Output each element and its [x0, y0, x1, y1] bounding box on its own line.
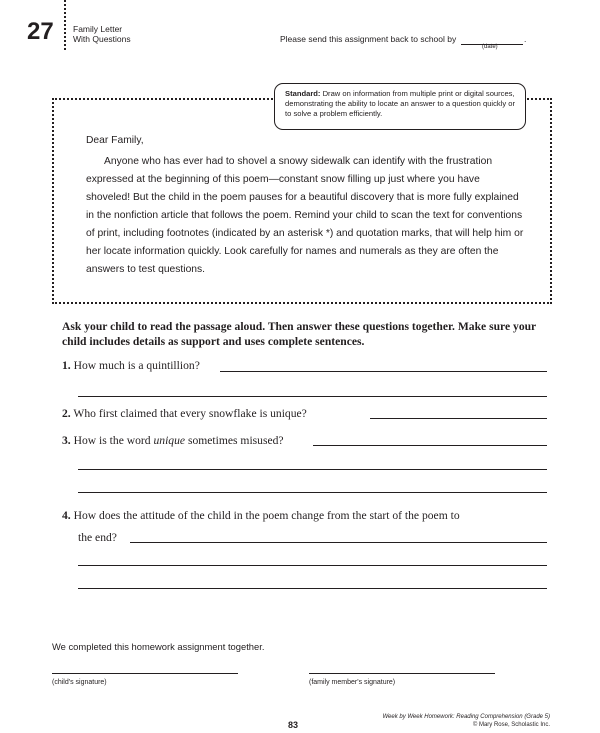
child-signature-line[interactable]: [52, 673, 238, 674]
page-number: 27: [27, 18, 54, 45]
letter-body: Anyone who has ever had to shovel a snowy sidewalk can identify with the frustration expressed at the beginning of this poem—constant snow filling up just where you have shoveled! But the child in the poem pauses for a beautiful discovery that is more fully explained in the nonfiction article that follows the poem. Remind your child to scan the text for conventions of print, including footnotes (indicated by an asterisk *) and quotation marks, that will help him or her locate information quickly. Look carefully for names and numerals as they are often the answers to test questions.: [86, 156, 524, 275]
question-4: [62, 509, 460, 523]
answer-line-1b[interactable]: [78, 396, 547, 397]
answer-line-3a[interactable]: [313, 445, 547, 446]
question-3-text-after: sometimes misused?: [185, 434, 284, 447]
question-3-number: 3.: [62, 434, 71, 447]
answer-line-1a[interactable]: [220, 371, 547, 372]
answer-line-3c[interactable]: [78, 492, 547, 493]
worksheet-title-line1: Family Letter: [73, 24, 123, 34]
answer-line-2[interactable]: [370, 418, 547, 419]
completed-statement: We completed this homework assignment together.: [52, 641, 265, 652]
answer-line-4b[interactable]: [78, 565, 547, 566]
question-3: [62, 434, 284, 448]
answer-line-4a[interactable]: [130, 542, 547, 543]
question-2: [62, 407, 307, 421]
answer-line-4c[interactable]: [78, 588, 547, 589]
page-footer-number: 83: [288, 720, 299, 730]
instructions: Ask your child to read the passage aloud. Then answer these questions together. Make sure your child includes details as support and uses complete sentences.: [62, 320, 536, 348]
question-1: [62, 359, 200, 373]
family-signature-label: (family member's signature): [309, 679, 396, 686]
standard-box: [274, 83, 526, 130]
credit-line-1: Week by Week Homework: Reading Comprehension (Grade 5): [382, 714, 550, 720]
child-signature-label: (child's signature): [52, 679, 107, 686]
standard-text: Draw on information from multiple print or digital sources, demonstrating the ability to locate an answer to a question quickly or to solve a problem efficiently.: [285, 89, 516, 118]
standard-label: Standard:: [285, 89, 321, 98]
question-2-text: Who first claimed that every snowflake is unique?: [73, 407, 307, 420]
header-dotted-divider: [64, 0, 66, 50]
family-signature-line[interactable]: [309, 673, 495, 674]
worksheet-title: [73, 25, 131, 44]
question-4-continued: the end?: [78, 531, 117, 544]
question-4-number: 4.: [62, 509, 71, 522]
answer-line-3b[interactable]: [78, 469, 547, 470]
question-1-number: 1.: [62, 359, 71, 372]
date-label: (date): [482, 44, 498, 50]
send-back-text: Please send this assignment back to school by: [280, 34, 457, 44]
question-2-number: 2.: [62, 407, 71, 420]
question-1-text: How much is a quintillion?: [73, 359, 200, 372]
question-3-italic-word: unique: [153, 434, 186, 447]
letter-greeting: Dear Family,: [86, 135, 144, 146]
credit-line-2: © Mary Rose, Scholastic Inc.: [472, 722, 550, 728]
send-back-period: .: [524, 34, 527, 44]
worksheet-title-line2: With Questions: [73, 33, 131, 44]
question-4-text: How does the attitude of the child in the poem change from the start of the poem to: [73, 509, 460, 522]
question-3-text-before: How is the word: [73, 434, 154, 447]
